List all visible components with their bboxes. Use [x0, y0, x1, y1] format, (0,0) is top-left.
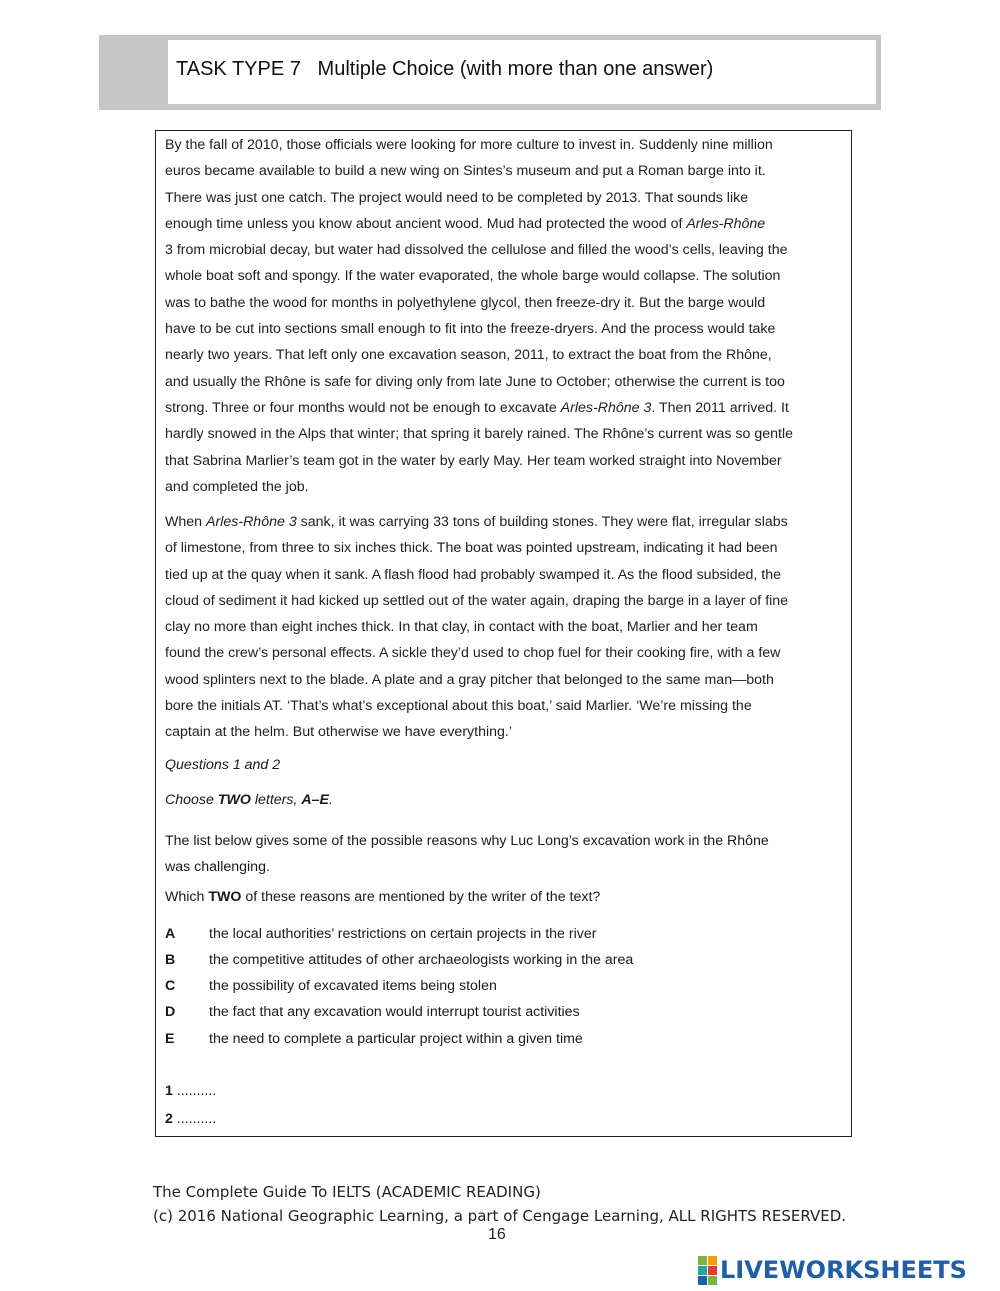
instruction-line: Choose TWO letters, A–E. [165, 792, 333, 808]
text-line: of limestone, from three to six inches thick. The boat was pointed upstream, indicating it had been [165, 540, 778, 557]
option-text: the need to complete a particular project within a given time [209, 1031, 583, 1047]
text-line: and completed the job. [165, 478, 309, 495]
boat-name: Arles-Rhône 3 [560, 399, 652, 416]
question-intro: The list below gives some of the possible reasons why Luc Long’s excavation work in the Rhône was challenging. [165, 833, 769, 876]
answer-blank-1[interactable]: 1 .......... [165, 1083, 217, 1099]
option-letter: E [165, 1031, 175, 1047]
live-logo-icon [698, 1256, 717, 1285]
text-line: tied up at the quay when it sank. A flash flood had probably swamped it. As the flood subsided, the [165, 566, 781, 583]
text-line: that Sabrina Marlier’s team got in the water by early May. Her team worked straight into November [165, 452, 782, 469]
text-line: and usually the Rhône is safe for diving only from late June to October; otherwise the current is too [165, 373, 785, 390]
text-line: bore the initials AT. ‘That’s what’s exceptional about this boat,’ said Marlier. ‘We’re missing the [165, 698, 752, 715]
passage-paragraph-1 [165, 132, 793, 500]
text-line: hardly snowed in the Alps that winter; that spring it barely rained. The Rhône’s current was so gentle [165, 426, 794, 443]
text-line: was to bathe the wood for months in polyethylene glycol, then freeze-dry it. But the barge would [165, 294, 766, 311]
text-line: whole boat soft and spongy. If the water evaporated, the whole barge would collapse. The solution [165, 268, 781, 285]
text-line: wood splinters next to the blade. A plate and a gray pitcher that belonged to the same man—both [165, 671, 774, 688]
text-line: cloud of sediment it had kicked up settled out of the water again, draping the barge in a layer of fine [165, 592, 789, 609]
option-letter: C [165, 978, 176, 994]
text-line: strong. Three or four months would not be enough to excavate Arles-Rhône 3. Then 2011 arrived. It [165, 399, 789, 416]
option-letter: A [165, 926, 176, 942]
answer-blank-2[interactable]: 2 .......... [165, 1111, 217, 1127]
option-letter: B [165, 952, 176, 968]
questions-heading: Questions 1 and 2 [165, 757, 281, 773]
text-line: 3 from microbial decay, but water had dissolved the cellulose and filled the wood’s cells, leaving the [165, 242, 788, 259]
text-line: have to be cut into sections small enough to fit into the freeze-dryers. And the process would take [165, 321, 776, 338]
option-text: the fact that any excavation would interrupt tourist activities [209, 1004, 580, 1020]
text-line: found the crew’s personal effects. A sickle they’d used to chop fuel for their cooking fire, with a few [165, 645, 781, 662]
text-line: nearly two years. That left only one excavation season, 2011, to extract the boat from the Rhône, [165, 347, 772, 364]
option-letter: D [165, 1004, 176, 1020]
page-number: 16 [488, 1226, 506, 1243]
text-line: euros became available to build a new wing on Sintes’s museum and put a Roman barge into it. [165, 163, 766, 180]
text-line: captain at the helm. But otherwise we have everything.’ [165, 724, 512, 741]
text-line: There was just one catch. The project would need to be completed by 2013. That sounds like [165, 189, 749, 206]
passage-paragraph-2 [165, 509, 788, 746]
footer-copyright: (c) 2016 National Geographic Learning, a part of Cengage Learning, ALL RIGHTS RESERVED. [153, 1207, 847, 1225]
boat-name: Arles-Rhône 3 [206, 514, 297, 530]
page-title: TASK TYPE 7 Multiple Choice (with more than one answer) [176, 58, 714, 80]
brand-name: LIVEWORKSHEETS [720, 1256, 967, 1284]
text-line: clay no more than eight inches thick. In that clay, in contact with the boat, Marlier and her team [165, 619, 758, 636]
option-text: the possibility of excavated items being stolen [209, 978, 497, 994]
question-prompt: Which TWO of these reasons are mentioned by the writer of the text? [165, 889, 601, 905]
text-line: enough time unless you know about ancient wood. Mud had protected the wood of Arles-Rhône [165, 215, 766, 232]
text-line: By the fall of 2010, those officials were looking for more culture to invest in. Suddenly nine million [165, 137, 773, 153]
liveworksheets-logo [698, 1255, 967, 1285]
text-line: When Arles-Rhône 3 sank, it was carrying 33 tons of building stones. They were flat, irregular slabs [165, 514, 788, 530]
footer-book-title: The Complete Guide To IELTS (ACADEMIC READING) [153, 1183, 541, 1201]
option-text: the local authorities’ restrictions on certain projects in the river [209, 926, 597, 942]
option-text: the competitive attitudes of other archaeologists working in the area [209, 952, 634, 968]
boat-name: Arles-Rhône [686, 215, 766, 232]
